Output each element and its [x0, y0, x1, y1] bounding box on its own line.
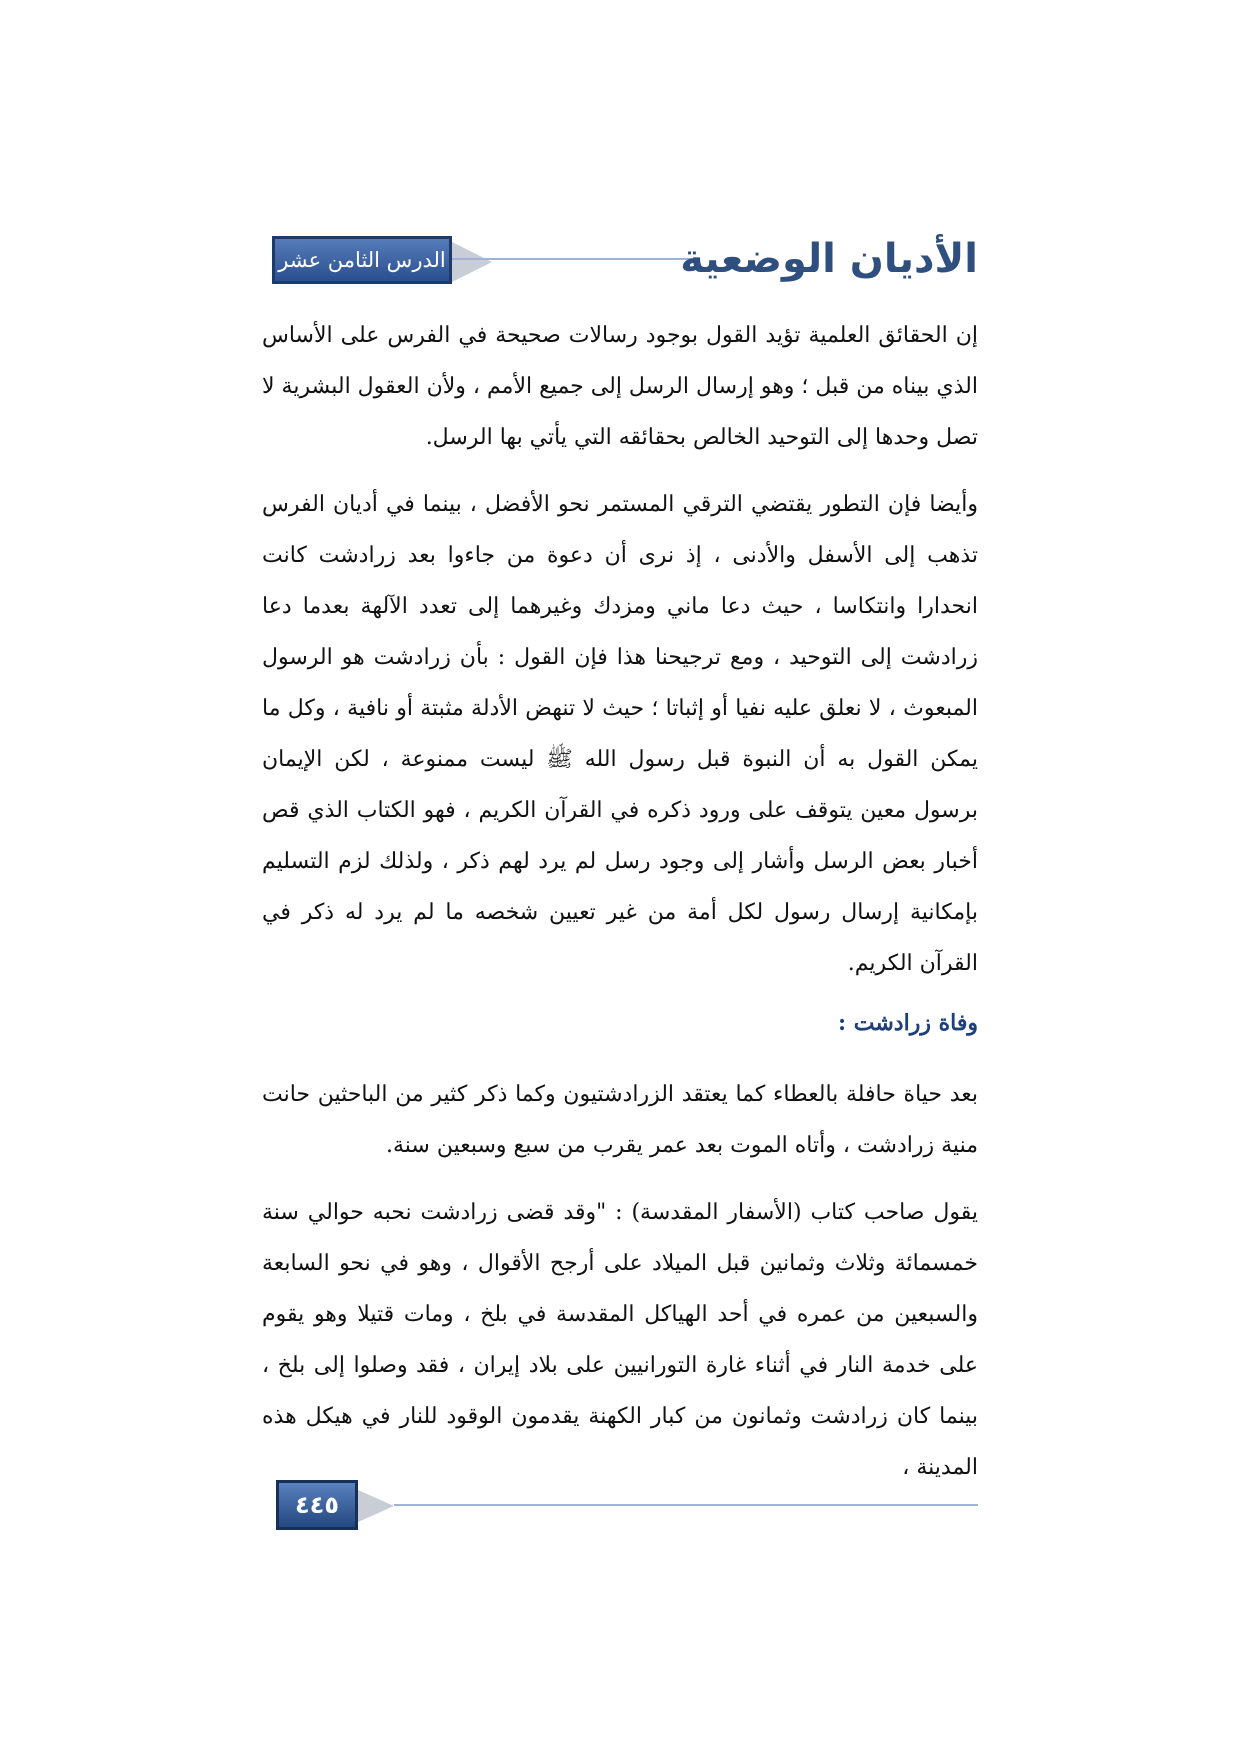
section-heading: وفاة زرادشت : [837, 1010, 978, 1036]
body-paragraph-2: وأيضا فإن التطور يقتضي الترقي المستمر نحو الأفضل ، بينما في أديان الفرس تذهب إلى الأسفل والأدنى ، إذ نرى أن دعوة من جاءوا بعد زرادشت كانت انحدارا وانتكاسا ، حيث دعا ماني ومزدك وغيرهما إلى تعدد الآلهة بعدما دعا زرادشت إلى التوحيد ، ومع ترجيحنا هذا فإن القول : بأن زرادشت هو الرسول المبعوث ، لا نعلق عليه نفيا أو إثباتا ؛ حيث لا تنهض الأدلة مثبتة أو نافية ، وكل ما يمكن القول به أن النبوة قبل رسول الله ﷺ ليست ممنوعة ، لكن الإيمان برسول معين يتوقف على ورود ذكره في القرآن الكريم ، فهو الكتاب الذي قص أخبار بعض الرسل وأشار إلى وجود رسل لم يرد لهم ذكر ، ولذلك لزم التسليم بإمكانية إرسال رسول لكل أمة من غير تعيين شخصه ما لم يرد له ذكر في القرآن الكريم. [262, 492, 979, 976]
footer-divider [394, 1504, 978, 1506]
page-header [272, 228, 978, 290]
page-footer [276, 1480, 978, 1530]
section-paragraph-2: يقول صاحب كتاب (الأسفار المقدسة) : "وقد قضى زرادشت نحبه حوالي سنة خمسمائة وثلاث وثمانين قبل الميلاد على أرجح الأقوال ، وهو في نحو السابعة والسبعين من عمره في أحد الهياكل المقدسة في بلخ ، ومات قتيلا وهو يقوم على خدمة النار في أثناء غارة التورانيين على بلاد إيران ، فقد وصلوا إلى بلخ ، بينما كان زرادشت وثمانون من كبار الكهنة يقدمون الوقود للنار في هيكل هذه المدينة ، [262, 1200, 978, 1480]
chapter-title: الأديان الوضعية [680, 236, 978, 282]
page-body [262, 310, 978, 1509]
header-divider [452, 258, 693, 260]
lesson-badge: الدرس الثامن عشر [272, 236, 452, 284]
body-paragraph-1: إن الحقائق العلمية تؤيد القول بوجود رسالات صحيحة في الفرس على الأساس الذي بيناه من قبل ؛ وهو إرسال الرسل إلى جميع الأمم ، ولأن العقول البشرية لا تصل وحدها إلى التوحيد الخالص بحقائقه التي يأتي بها الرسل. [262, 323, 978, 450]
section-paragraph-1: بعد حياة حافلة بالعطاء كما يعتقد الزرادشتيون وكما ذكر كثير من الباحثين حانت منية زرادشت ، وأتاه الموت بعد عمر يقرب من سبع وسبعين سنة. [262, 1082, 978, 1158]
page-number-shadow [358, 1490, 394, 1522]
page-number: ٤٤٥ [276, 1480, 358, 1530]
lesson-badge-shadow [452, 242, 492, 282]
